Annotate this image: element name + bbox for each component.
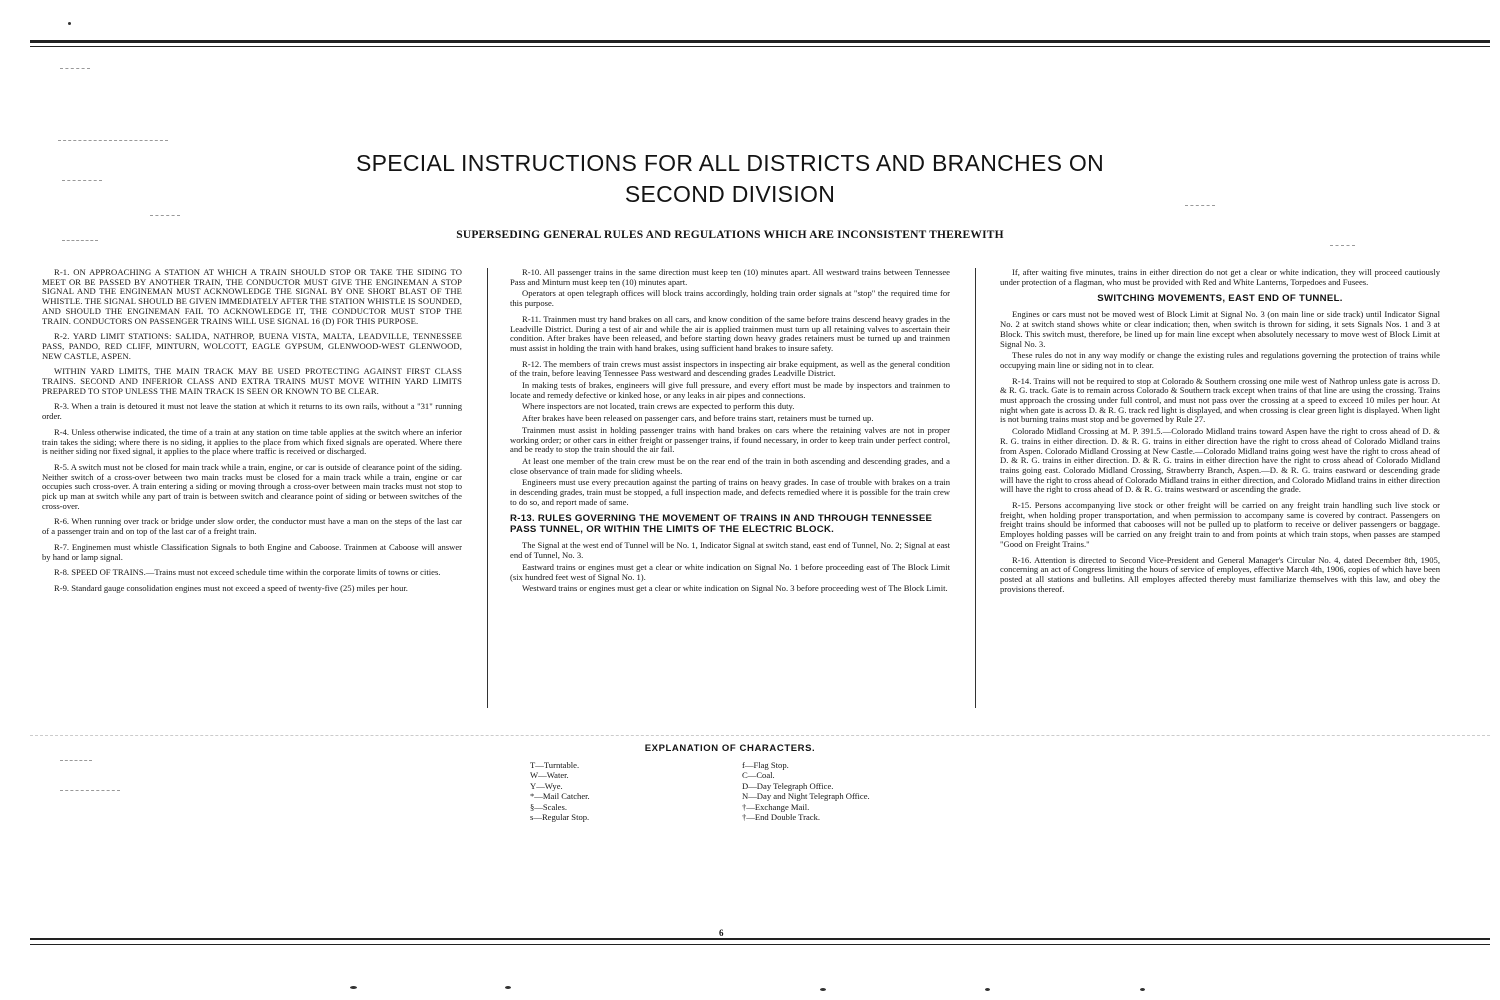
scan-artifact [350, 986, 357, 989]
scan-artifact [60, 790, 120, 791]
rule-paragraph: R-12. The members of train crews must assist inspectors in inspecting air brake equipment, as well as the general condition of the train, before leaving Tennessee Pass westward and descending grades Leadville District. [510, 358, 950, 379]
scan-artifact [30, 735, 1490, 736]
scan-artifact [150, 215, 180, 216]
left-column [42, 268, 462, 713]
page-subtitle: SUPERSEDING GENERAL RULES AND REGULATIONS WHICH ARE INCONSISTENT THEREWITH [456, 229, 1004, 241]
rule-paragraph: R-6. When running over track or bridge under slow order, the conductor must have a man on the steps of the last car of a passenger train and on top of the last car of a freight train. [42, 516, 462, 537]
rule-paragraph: R-10. All passenger trains in the same direction must keep ten (10) minutes apart. All westward trains between Tennessee Pass and Minturn must keep ten (10) minutes apart. [510, 268, 950, 287]
scan-artifact [62, 240, 98, 241]
bottom-border-rule [30, 938, 1490, 940]
top-border-rule [30, 40, 1490, 43]
legend-title: EXPLANATION OF CHARACTERS. [644, 743, 816, 754]
column-divider-left [487, 268, 488, 708]
rule-paragraph: Operators at open telegraph offices will block trains accordingly, holding train order signals at "stop" the required time for this purpose. [510, 288, 950, 309]
scan-artifact [62, 180, 102, 181]
legend-item: T—Turntable. [530, 760, 580, 770]
rule-paragraph: R-16. Attention is directed to Second Vice-President and General Manager's Circular No. 4, dated December 8th, 1905, concerning an act of Congress limiting the hours of service of employes, effective March 4th, 1906, copies of which have been posted at all stations and bulletins. All employes affected thereby must familiarize themselves with this law, and obey the provisions thereof. [1000, 554, 1440, 594]
rule-paragraph: Engineers must use every precaution against the parting of trains on heavy grades. In case of trouble with brakes on a train in descending grades, train must be stopped, a full inspection made, and defects remedied where it is possible for the train crew to do so, and report made of same. [510, 477, 950, 507]
column-divider-right [975, 268, 976, 708]
scan-artifact [820, 988, 826, 991]
scan-artifact [60, 760, 92, 761]
rule-paragraph: Engines or cars must not be moved west of Block Limit at Signal No. 3 (on main line or side track) until Indicator Signal No. 2 at switch stand shows white or clear indication; then, when switch is thrown for siding, it sets Signals Nos. 1 and 3 at Block. This switch must, therefore, be lined up for main line except when absolutely necessary to move west of Block Limit at Signal No. 3. [1000, 309, 1440, 349]
rule-paragraph: R-1. ON APPROACHING A STATION AT WHICH A TRAIN SHOULD STOP OR TAKE THE SIDING TO MEET OR BE PASSED BY ANOTHER TRAIN, THE CONDUCTOR MUST GIVE THE ENGINEMAN A STOP SIGNAL AND THE ENGINEMAN MUST ACKNOWLEDGE THE SIGNAL BY ONE SHORT BLAST OF THE WHISTLE. THE SIGNAL SHOULD BE GIVEN IMMEDIATELY AFTER THE STATION WHISTLE IS SOUNDED, AND SHOULD THE ENGINEMAN FAIL TO ACKNOWLEDGE IT, THE CONDUCTOR MUST STOP THE TRAIN. CONDUCTORS ON PASSENGER TRAINS WILL USE SIGNAL 16 (D) FOR THIS PURPOSE. [42, 268, 462, 326]
rule-paragraph: After brakes have been released on passenger cars, and before trains start, retainers must be turned up. [522, 413, 874, 424]
rule-paragraph: R-5. A switch must not be closed for main track while a train, engine, or car is outside of clearance point of the siding. Neither switch of a cross-over between two main tracks must be closed for a main track while a train, engine or car occupies such cross-over. A train entering a siding or moving through a cross-over between main tracks must not stop to pick up man at switch while any part of train is between switch and clearance point of siding or between switches of the cross-over. [42, 461, 462, 511]
legend-item: f—Flag Stop. [742, 760, 789, 770]
rule-paragraph: R-14. Trains will not be required to stop at Colorado & Southern crossing one mile west of Nathrop unless gate is across D. & R. G. track. Gate is to remain across Colorado & Southern track except when trains of that line are using the crossing. Trains must approach the crossing under full control, and must not pass over the crossing at a speed to exceed 10 miles per hour. At night when gate is across D. & R. G. track red light is displayed, and when crossing is clear green light is displayed. When light is not burning trains must stop and be governed by Rule 27. [1000, 375, 1440, 425]
legend-item: *—Mail Catcher. [530, 791, 590, 802]
rule-paragraph: R-8. SPEED OF TRAINS.—Trains must not exceed schedule time within the corporate limits of towns or cities. [54, 567, 441, 578]
scan-artifact [60, 68, 90, 69]
rule-paragraph: In making tests of brakes, engineers will give full pressure, and every effort must be made by inspectors and trainmen to locate and remedy defective or kinked hose, or any leaks in air pipes and connections. [510, 380, 950, 400]
middle-column [510, 268, 950, 713]
rule-paragraph: Eastward trains or engines must get a clear or white indication on Signal No. 1 before proceeding east of The Block Limit (six hundred feet west of Signal No. 1). [510, 561, 950, 582]
rule-paragraph: R-15. Persons accompanying live stock or other freight will be carried on any freight train handling such live stock or freight, when holding proper transportation, and when permission to accompany same is covered by contract. Passengers on freight trains should be informed that cabooses will not be pulled up to platform to receive or deliver passengers or baggage. Employes holding passes will be carried on any freight train to and from points at which train stops, when passes are stamped "Good on Freight Trains." [1000, 500, 1440, 549]
right-column [1000, 268, 1440, 713]
legend-item: §—Scales. [530, 801, 567, 812]
scan-artifact [985, 988, 990, 991]
rule-paragraph: These rules do not in any way modify or change the existing rules and regulations governing the protection of trains while occupying main line or siding not in to clear. [1000, 350, 1440, 370]
section-heading-r13: R-13. RULES GOVERNING THE MOVEMENT OF TRAINS IN AND THROUGH TENNESSEE PASS TUNNEL, OR WITHIN THE LIMITS OF THE ELECTRIC BLOCK. [510, 513, 933, 536]
rule-paragraph: R-2. YARD LIMIT STATIONS: SALIDA, NATHROP, BUENA VISTA, MALTA, LEADVILLE, TENNESSEE PASS, PANDO, RED CLIFF, MINTURN, WOLCOTT, EAGLE GYPSUM, GLENWOOD-WEST GLENWOOD, NEW CASTLE, ASPEN. [42, 331, 462, 361]
rule-paragraph: R-7. Enginemen must whistle Classification Signals to both Engine and Caboose. Trainmen at Caboose will answer by hand or lamp signal. [42, 541, 462, 562]
legend-item: N—Day and Night Telegraph Office. [742, 791, 870, 802]
top-border-rule-thin [30, 46, 1490, 47]
rule-paragraph: Colorado Midland Crossing at M. P. 391.5.—Colorado Midland trains toward Aspen have the right to cross ahead of D. & R. G. trains in either direction. D. & R. G. trains in either direction have the right to cross ahead of Colorado Midland trains from Aspen. Colorado Midland Crossing at New Castle.—Colorado Midland trains going west have the right to cross ahead of D. & R. G. trains in either direction. D. & R. G. trains in either direction have the right to cross ahead of Colorado Midland trains going east. Colorado Midland Crossing, Strawberry Branch, Aspen.—D. & R. G. trains eastward or descending grade will have the right to cross ahead of Colorado Midland trains in either direction, and Colorado Midland trains in either direction will have the right to cross ahead of D. & R. G. trains westward or ascending the grade. [1000, 426, 1440, 495]
legend-right-list [742, 760, 870, 822]
rule-paragraph: Where inspectors are not located, train crews are expected to perform this duty. [522, 401, 795, 412]
rule-paragraph: If, after waiting five minutes, trains in either direction do not get a clear or white indication, they will proceed cautiously under protection of a flagman, who must be provided with Red and White Lanterns, Torpedoes and Fusees. [1000, 268, 1440, 287]
section-heading-switching: SWITCHING MOVEMENTS, EAST END OF TUNNEL. [1097, 293, 1343, 305]
scan-artifact [505, 986, 511, 989]
title-line-1: SPECIAL INSTRUCTIONS FOR ALL DISTRICTS AND BRANCHES ON [355, 150, 1105, 176]
scan-artifact [1330, 245, 1355, 246]
rule-paragraph: R-9. Standard gauge consolidation engines must not exceed a speed of twenty-five (25) miles per hour. [54, 582, 408, 593]
scan-artifact [1140, 988, 1145, 991]
page-title [300, 148, 1160, 210]
legend-item: Y—Wye. [530, 780, 563, 791]
rule-paragraph: The Signal at the west end of Tunnel will be No. 1, Indicator Signal at switch stand, east end of Tunnel, No. 2; Signal at east end of Tunnel, No. 3. [510, 540, 950, 561]
legend-item: C—Coal. [742, 770, 775, 781]
legend-item: s—Regular Stop. [530, 812, 590, 823]
legend-item: †—End Double Track. [742, 812, 821, 823]
rule-paragraph: R-3. When a train is detoured it must not leave the station at which it returns to its own rails, without a "31" running order. [42, 401, 462, 422]
legend-left-list [530, 760, 590, 822]
bottom-border-rule-thin [30, 944, 1490, 945]
legend-item: †—Exchange Mail. [742, 801, 810, 812]
rule-paragraph: R-4. Unless otherwise indicated, the time of a train at any station on time table applies at the switch where an inferior train takes the siding; where there is no siding, it applies to the place from which fixed signals are operated. Where there is neither siding nor fixed signal, it applies to the place where traffic is received or discharged. [42, 426, 462, 457]
scan-artifact [1185, 205, 1215, 206]
rule-paragraph: Westward trains or engines must get a clear or white indication on Signal No. 3 before proceeding west of The Block Limit. [522, 583, 948, 594]
page-mark: 6 [719, 928, 724, 938]
scan-artifact [68, 22, 71, 25]
rule-paragraph: R-11. Trainmen must try hand brakes on all cars, and know condition of the same before trains descend heavy grades in the Leadville District. During a test of air and while the air is applied trainmen must turn up all retaining valves to ascertain their condition. After brakes have been released, and before starting down heavy grades retainers must be turned up and trainmen must assist in holding the train with hand brakes, using sufficient hand brakes to insure safety. [510, 313, 950, 353]
scan-artifact [58, 140, 168, 141]
legend-item: D—Day Telegraph Office. [742, 780, 834, 791]
rule-paragraph: WITHIN YARD LIMITS, THE MAIN TRACK MAY BE USED PROTECTING AGAINST FIRST CLASS TRAINS. SECOND AND INFERIOR CLASS AND EXTRA TRAINS MUST MOVE WITHIN YARD LIMITS PREPARED TO STOP UNLESS THE MAIN TRACK IS SEEN OR KNOWN TO BE CLEAR. [42, 366, 462, 396]
legend-item: W—Water. [530, 770, 569, 781]
rule-paragraph: At least one member of the train crew must be on the rear end of the train in both ascending and descending grades, and a close observance of train made for sliding wheels. [510, 455, 950, 476]
rule-paragraph: Trainmen must assist in holding passenger trains with hand brakes on cars where the retaining valves are not in proper working order; or other cars in either freight or passenger trains, if found necessary, in order to keep train under perfect control, and be ready to stop the train should the air fail. [510, 424, 950, 455]
title-line-2: SECOND DIVISION [624, 181, 836, 207]
